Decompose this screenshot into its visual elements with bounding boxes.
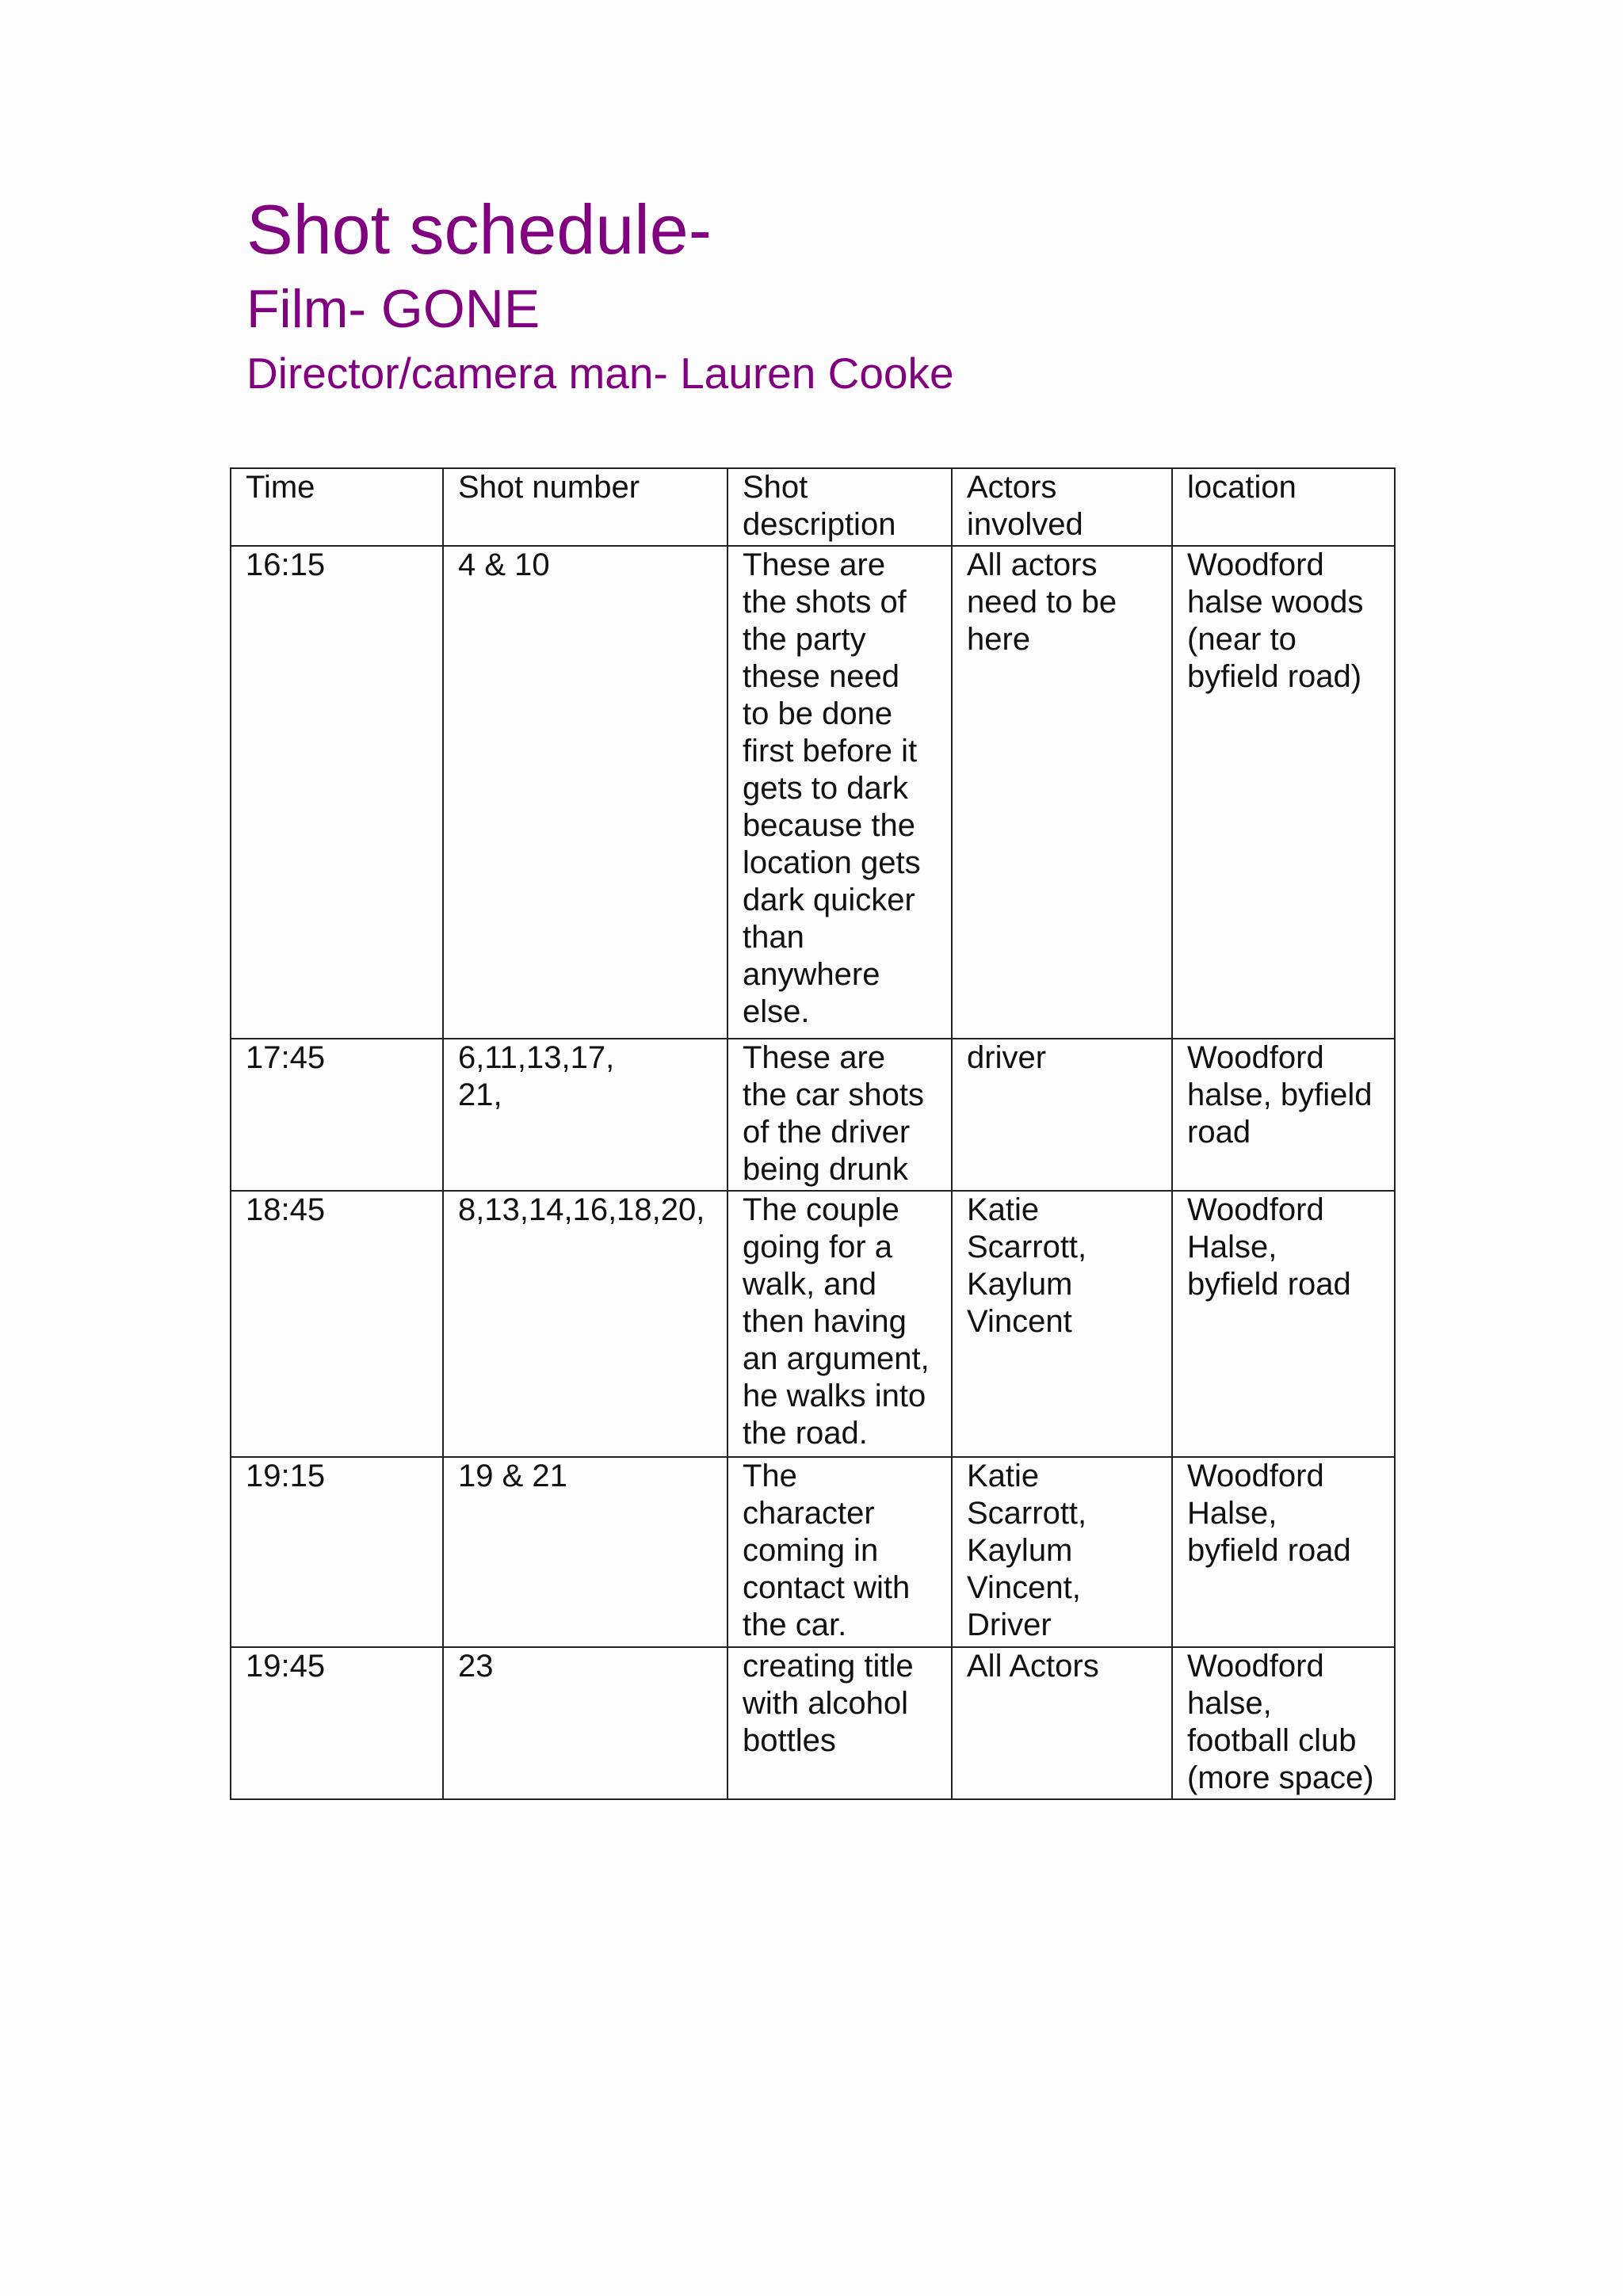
cell-actors: driver (952, 1039, 1172, 1191)
cell-shot-description: The character coming in contact with the car. (727, 1457, 952, 1647)
column-header-location: location (1172, 468, 1395, 546)
table-row (231, 1647, 1395, 1799)
cell-time: 19:45 (231, 1647, 443, 1799)
cell-shot-number: 4 & 10 (443, 546, 727, 1039)
page-title: Shot schedule- (246, 190, 712, 269)
cell-actors: All actors need to be here (952, 546, 1172, 1039)
cell-shot-number: 8,13,14,16,18,20, (443, 1191, 727, 1457)
cell-actors: All Actors (952, 1647, 1172, 1799)
column-header-shot-number: Shot number (443, 468, 727, 546)
cell-actors: Katie Scarrott, Kaylum Vincent, Driver (952, 1457, 1172, 1647)
table-header-row (231, 468, 1395, 546)
cell-time: 19:15 (231, 1457, 443, 1647)
table-row (231, 1039, 1395, 1191)
cell-actors: Katie Scarrott, Kaylum Vincent (952, 1191, 1172, 1457)
cell-location: Woodford halse woods (near to byfield road) (1172, 546, 1395, 1039)
cell-time: 17:45 (231, 1039, 443, 1191)
shot-schedule-table (230, 467, 1396, 1800)
column-header-shot-description: Shot description (727, 468, 952, 546)
cell-shot-number: 23 (443, 1647, 727, 1799)
table-row (231, 1191, 1395, 1457)
cell-shot-number: 19 & 21 (443, 1457, 727, 1647)
cell-location: Woodford Halse, byfield road (1172, 1457, 1395, 1647)
cell-location: Woodford halse, byfield road (1172, 1039, 1395, 1191)
cell-shot-description: These are the shots of the party these need to be done first before it gets to dark because the location gets dark quicker than anywhere else. (727, 546, 952, 1039)
table-row (231, 546, 1395, 1039)
cell-shot-description: creating title with alcohol bottles (727, 1647, 952, 1799)
cell-location: Woodford halse, football club (more space) (1172, 1647, 1395, 1799)
document-heading (246, 190, 954, 398)
cell-shot-number: 6,11,13,17, 21, (443, 1039, 727, 1191)
column-header-time: Time (231, 468, 443, 546)
cell-shot-description: These are the car shots of the driver being drunk (727, 1039, 952, 1191)
cell-location: Woodford Halse, byfield road (1172, 1191, 1395, 1457)
director-credit: Director/camera man- Lauren Cooke (246, 349, 954, 398)
film-title: Film- GONE (246, 279, 540, 339)
cell-time: 16:15 (231, 546, 443, 1039)
column-header-actors: Actors involved (952, 468, 1172, 546)
table-row (231, 1457, 1395, 1647)
cell-time: 18:45 (231, 1191, 443, 1457)
cell-shot-description: The couple going for a walk, and then having an argument, he walks into the road. (727, 1191, 952, 1457)
